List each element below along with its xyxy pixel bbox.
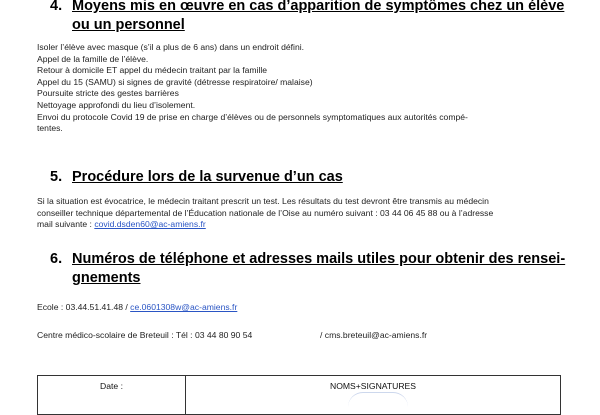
names-signatures-cell: NOMS+SIGNATURES [186, 376, 561, 415]
section-5-title: Procédure lors de la survenue d’un cas [72, 169, 343, 185]
ecole-email-link[interactable]: ce.0601308w@ac-amiens.fr [130, 302, 238, 312]
body-line: Isoler l’élève avec masque (s’il a plus de 6 ans) dans un endroit défini. [37, 42, 305, 52]
signature-table [37, 375, 561, 415]
section-4-title-line1: Moyens mis en œuvre en cas d’apparition de symptômes chez un élève [72, 0, 565, 14]
section-4-body [37, 42, 577, 135]
section-6-title-line2: gnements [72, 270, 141, 286]
body-line: Appel de la famille de l’élève. [37, 53, 149, 64]
body-line: Poursuite stricte des gestes barrières [37, 88, 179, 99]
body-line: Si la situation est évocatrice, le médecin traitant prescrit un test. Les résultats du test devront être transmis au médecin [37, 196, 489, 206]
covid-email-link[interactable]: covid.dsden60@ac-amiens.fr [94, 219, 206, 230]
body-line: Nettoyage approfondi du lieu d’isolement. [37, 99, 196, 110]
section-6-title-line1: Numéros de téléphone et adresses mails utiles pour obtenir des rensei- [72, 251, 566, 267]
mail-prefix: mail suivante : [37, 219, 95, 230]
body-line: tentes. [37, 123, 63, 134]
body-line: Envoi du protocole Covid 19 de prise en charge d’élèves ou de personnels symptomatiques aux autorités compé- [37, 111, 468, 122]
date-cell: Date : [38, 376, 186, 415]
centre-contact [37, 330, 252, 342]
centre-phone: Centre médico-scolaire de Breteuil : Tél : 03 44 80 90 54 [37, 330, 253, 340]
ecole-contact [37, 302, 237, 314]
body-line: conseiller technique départemental de l’Éducation nationale de l’Oise au numéro suivant : 03 44 06 45 88 ou à l’adresse [37, 207, 494, 218]
section-4-title-line2: ou un personnel [72, 17, 185, 33]
body-line: Retour à domicile ET appel du médecin traitant par la famille [37, 65, 268, 76]
body-line [37, 219, 582, 231]
ecole-phone: Ecole : 03.44.51.41.48 / [37, 302, 131, 312]
section-4-number: 4. [50, 0, 63, 14]
section-6-heading [50, 250, 595, 288]
section-4-heading [50, 0, 590, 35]
section-5-body [37, 196, 582, 231]
body-line: Appel du 15 (SAMU) si signes de gravité (détresse respiratoire/ malaise) [37, 76, 313, 87]
centre-email: / cms.breteuil@ac-amiens.fr [320, 330, 428, 340]
section-6-number: 6. [50, 251, 63, 267]
section-5-number: 5. [50, 169, 63, 185]
section-5-heading [50, 168, 590, 187]
